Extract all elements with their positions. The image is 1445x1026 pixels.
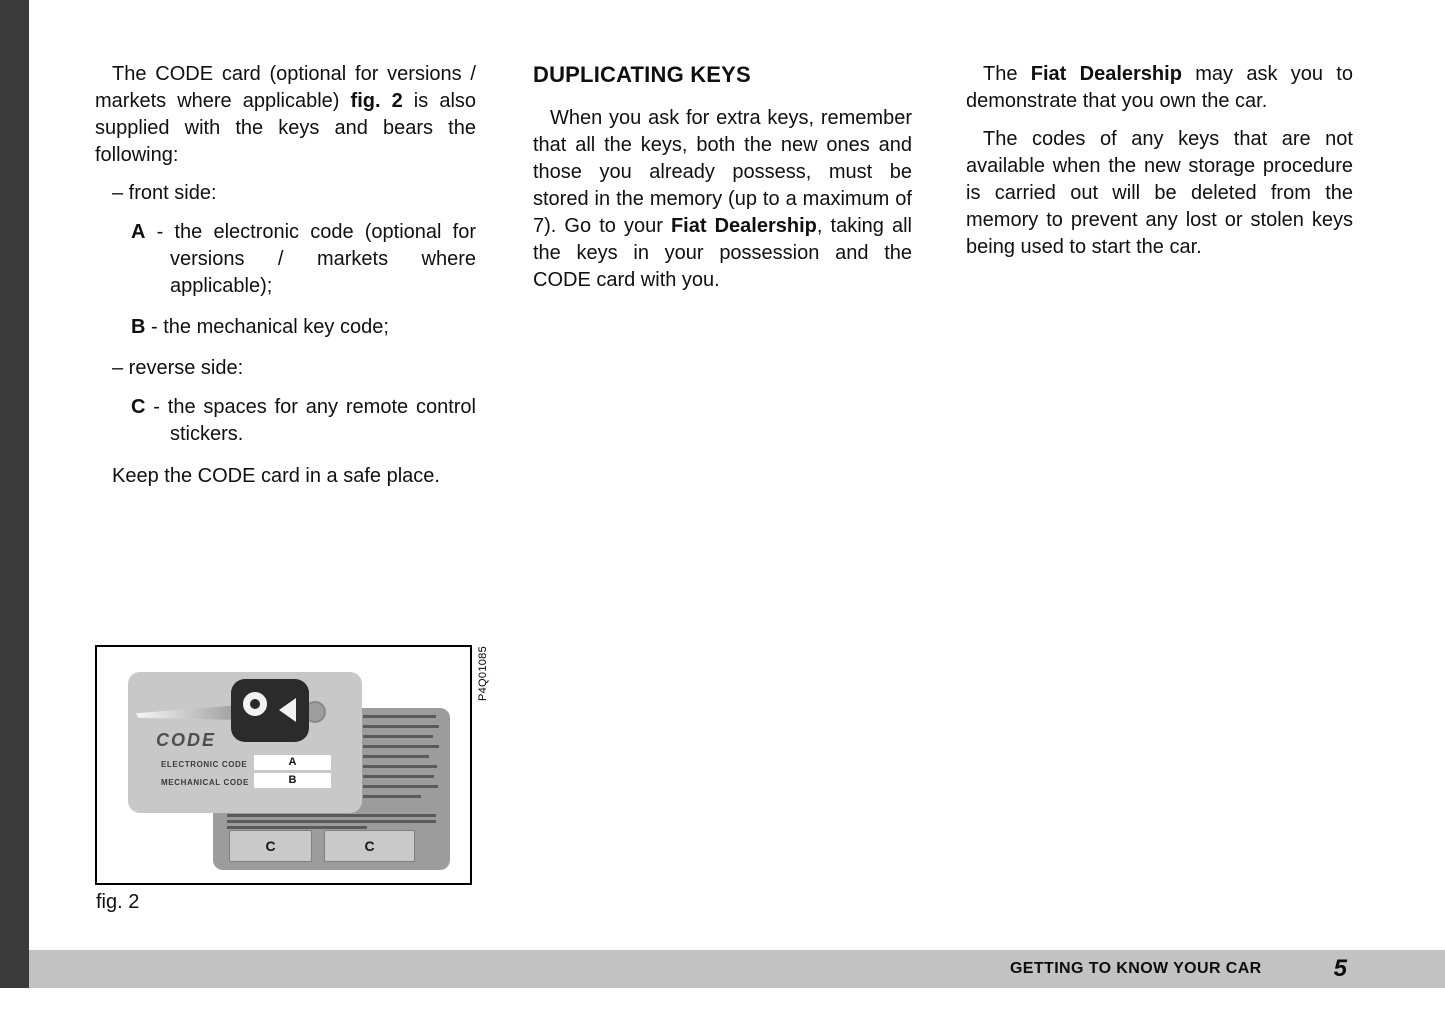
keep-note: Keep the CODE card in a safe place.: [112, 465, 440, 487]
code-c-right-label: C: [364, 838, 375, 854]
code-card-front: [128, 672, 362, 813]
fig-reference: fig. 2: [350, 90, 403, 112]
item-a: [95, 219, 476, 300]
intro-text-1: The CODE card (optional for versions / markets where applicable): [95, 63, 476, 112]
section-title: DUPLICATING KEYS: [533, 62, 751, 87]
electronic-code-box: [254, 755, 331, 770]
remote-sticker-box-left: [229, 830, 312, 862]
code-a-label: A: [288, 756, 297, 768]
para-text-2: , taking all the keys in your possession and the CODE card with you.: [533, 215, 912, 291]
item-b: [95, 314, 476, 341]
key-blade: [136, 705, 242, 720]
code-logo-triangle-icon: [279, 698, 296, 722]
item-c-letter: C: [131, 396, 146, 418]
item-a-letter: A: [131, 221, 146, 243]
column-middle: [533, 61, 912, 305]
para-text-1: When you ask for extra keys, remember that all the keys, both the new ones and those you already possess, must be stored in the memory (up to a maximum of 7). Go to your: [533, 107, 912, 237]
intro-text-2: is also supplied with the keys and bears the following:: [95, 90, 477, 166]
page-edge-bar: [0, 0, 29, 988]
item-b-letter: B: [131, 316, 146, 338]
page-number: 5: [1333, 955, 1347, 982]
code-c-left-label: C: [265, 838, 276, 854]
code-b-label: B: [288, 774, 297, 786]
item-c: [95, 394, 476, 448]
key-icon: [231, 679, 309, 742]
front-side-item: – front side:: [112, 182, 217, 204]
item-b-text: - the mechanical key code;: [145, 316, 389, 338]
column-left: [95, 61, 476, 501]
footer-bar: [29, 950, 1445, 988]
code-card-intro: [95, 61, 476, 169]
dealership-bold-2: Fiat Dealership: [1030, 63, 1182, 85]
mechanical-code-box: [254, 773, 331, 788]
deleted-codes-paragraph: The codes of any keys that are not available when the new storage procedure is carried out will be deleted from the memory to prevent any lost or stolen keys being used to start the car.: [966, 128, 1353, 258]
column-right: [966, 61, 1353, 272]
figure-2-image: [95, 645, 472, 885]
photo-reference-code: P4Q01085: [477, 646, 489, 701]
code-card-title: CODE: [156, 730, 217, 750]
item-c-text: - the spaces for any remote control stickers.: [145, 396, 476, 445]
figure-caption: fig. 2: [96, 891, 140, 913]
para1-text-1: The: [983, 63, 1031, 85]
dealership-bold: Fiat Dealership: [670, 215, 817, 237]
mechanical-code-label: MECHANICAL CODE: [161, 778, 249, 787]
dealership-paragraph: [966, 61, 1353, 115]
reverse-side-item: – reverse side:: [112, 357, 244, 379]
remote-sticker-box-right: [324, 830, 415, 862]
para1-text-2: may ask you to demonstrate that you own the car.: [966, 63, 1353, 112]
item-a-text: - the electronic code (optional for versions / markets where applicable);: [145, 221, 476, 297]
footer-section-title: GETTING TO KNOW YOUR CAR: [1009, 960, 1262, 977]
duplicating-keys-paragraph: [533, 105, 912, 294]
electronic-code-label: ELECTRONIC CODE: [161, 760, 248, 769]
code-logo-ring-icon: [243, 692, 267, 716]
